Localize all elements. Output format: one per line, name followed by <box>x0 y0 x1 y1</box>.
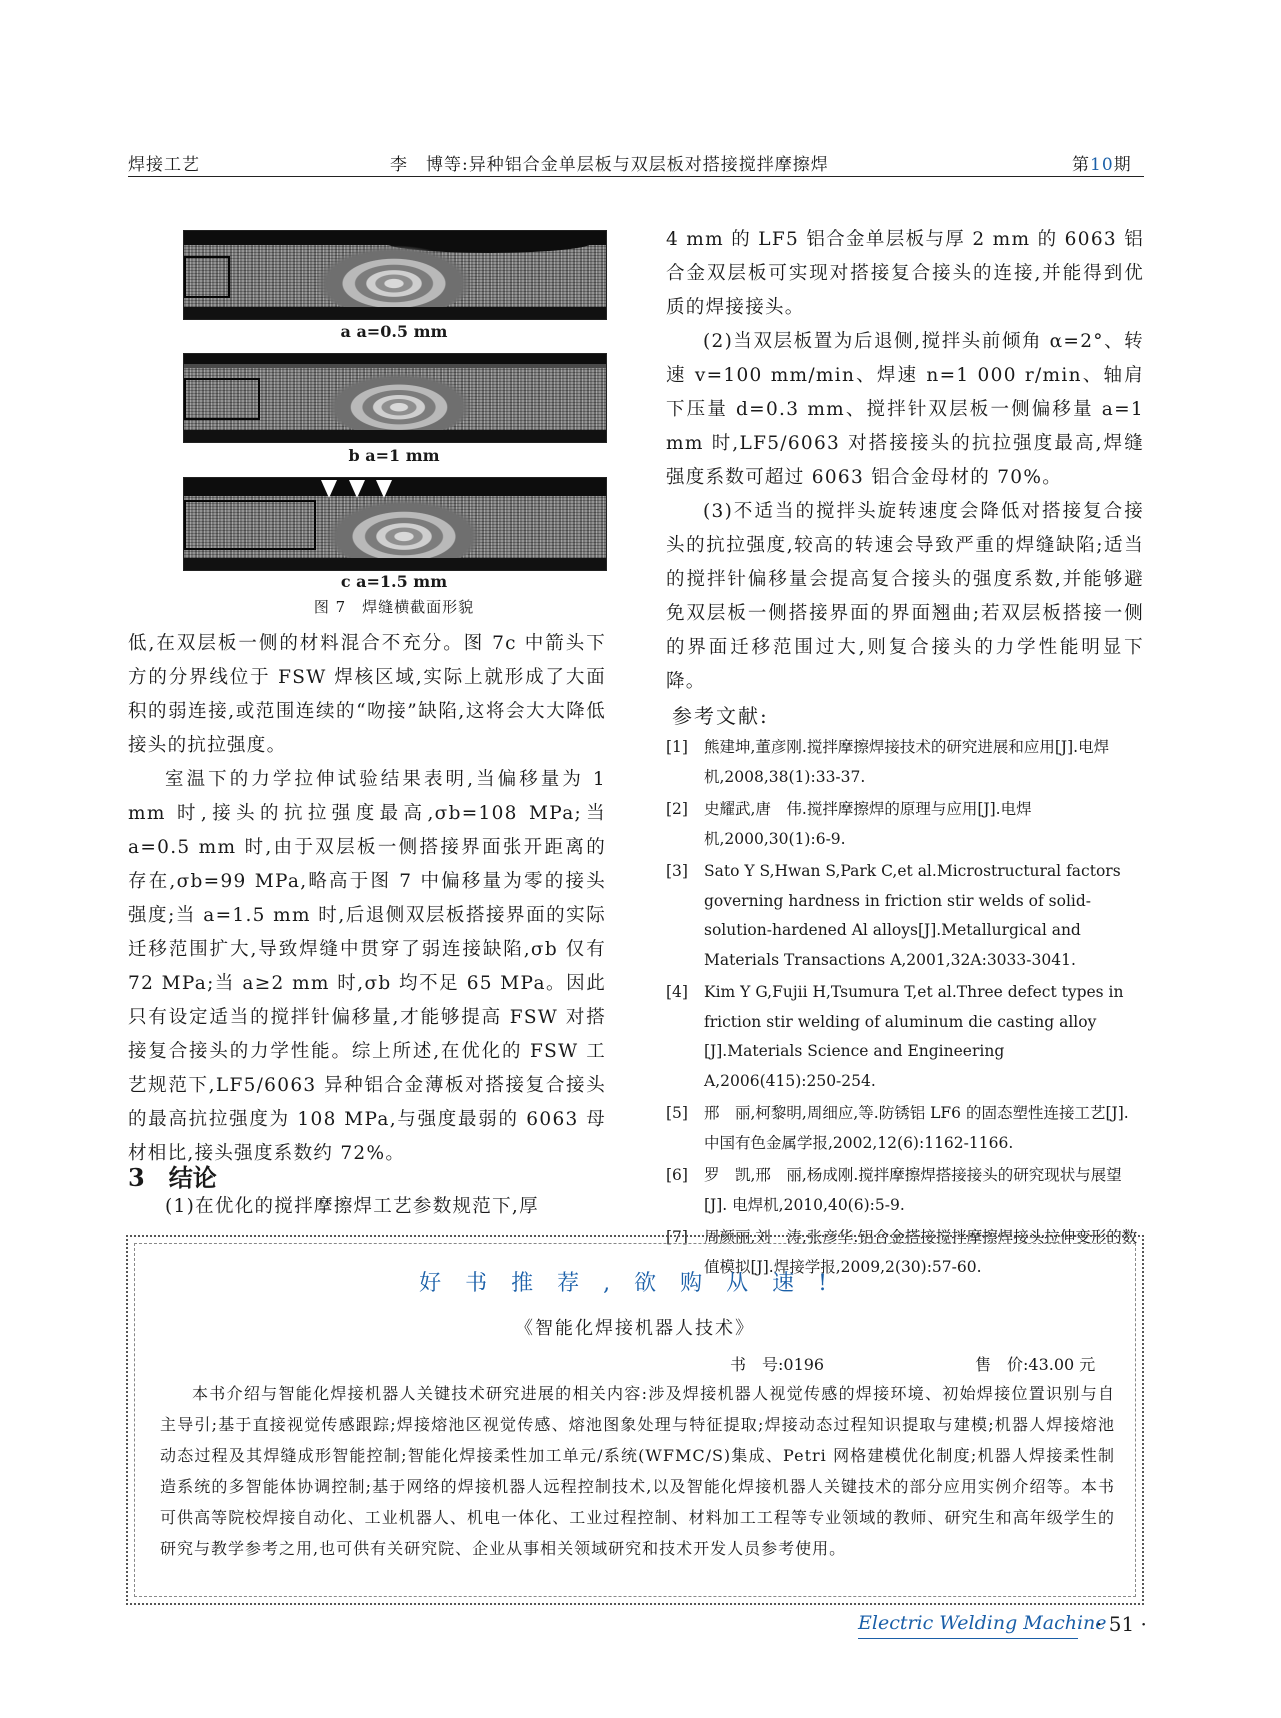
ad-book-title: 《智能化焊接机器人技术》 <box>515 1318 755 1339</box>
paragraph: 4 mm 的 LF5 铝合金单层板与厚 2 mm 的 6063 铝合金双层板可实现对搭接复合接头的连接,并能得到优质的焊接接头。 <box>666 229 1144 318</box>
section-title: 结论 <box>168 1163 217 1192</box>
reference-text: Sato Y S,Hwan S,Park C,et al.Microstructural factors governing hardness in friction stir welds of solid-solution-hardened Al alloys[J].Metallurgical and Materials Transactions A,2001,32A:3033-3041. <box>704 862 1121 969</box>
reference-number: [4] <box>666 983 688 1001</box>
subcaption-c: c a=1.5 mm <box>340 572 448 591</box>
ad-book-code: 书 号:0196 <box>730 1355 825 1374</box>
running-header-issue <box>1072 150 1132 175</box>
reference-number: [5] <box>666 1104 688 1122</box>
arrow-marker <box>376 480 392 498</box>
conclusion-start: (1)在优化的搅拌摩擦焊工艺参数规范下,厚 <box>165 1196 539 1217</box>
reference-number: [2] <box>666 800 688 818</box>
page-number: · 51 · <box>1096 1612 1147 1636</box>
arrow-marker <box>349 480 365 498</box>
micrograph-c <box>183 477 607 571</box>
paragraph: (2)当双层板置为后退侧,搅拌头前倾角 α=2°、转速 v=100 mm/min、焊速 n=1 000 r/min、轴肩下压量 d=0.3 mm、搅拌针双层板一侧偏移量 a=1 mm 时,LF5/6063 对搭接接头的抗拉强度最高,焊缝强度系数可超过 6063 铝合金母材的 70%。 <box>666 331 1144 488</box>
paragraph: 低,在双层板一侧的材料混合不充分。图 7c 中箭头下方的分界线位于 FSW 焊核区域,实际上就形成了大面积的弱连接,或范围连续的“吻接”缺陷,这将会大大降低接头的抗拉强度。 <box>128 633 606 756</box>
section-number: 3 <box>128 1163 145 1192</box>
footer-journal-name: Electric Welding Machine <box>858 1612 1107 1634</box>
reference-item <box>666 1161 1144 1220</box>
micrograph-b <box>183 353 607 443</box>
section-heading <box>128 1158 217 1193</box>
paragraph: (3)不适当的搅拌头旋转速度会降低对搭接复合接头的抗拉强度,较高的转速会导致严重的焊缝缺陷;适当的搅拌针偏移量会提高复合接头的强度系数,并能够避免双层板一侧搭接界面的界面翘曲;若双层板搭接一侧的界面迁移范围过大,则复合接头的力学性能明显下降。 <box>666 501 1144 692</box>
reference-text: 熊建坤,董彦刚.搅拌摩擦焊接技术的研究进展和应用[J].电焊机,2008,38(1):33-37. <box>704 738 1110 786</box>
reference-number: [6] <box>666 1166 688 1184</box>
header-rule <box>128 176 1144 177</box>
reference-number: [1] <box>666 738 688 756</box>
reference-list <box>666 733 1144 1285</box>
reference-text: 史耀武,唐 伟.搅拌摩擦焊的原理与应用[J].电焊机,2000,30(1):6-9. <box>704 800 1032 848</box>
left-column-text <box>128 627 606 1171</box>
ad-title: 好书推荐,欲购从速! <box>419 1271 851 1296</box>
micrograph-a <box>183 230 607 320</box>
right-column-text <box>666 223 1144 699</box>
reference-item <box>666 978 1144 1096</box>
references-heading: 参考文献: <box>672 704 769 728</box>
running-header-journal: 焊接工艺 <box>128 155 200 175</box>
issue-suffix: 期 <box>1113 155 1132 175</box>
reference-text: 邢 丽,柯黎明,周细应,等.防锈铝 LF6 的固态塑性连接工艺[J].中国有色金属学报,2002,12(6):1162-1166. <box>704 1104 1129 1152</box>
ad-description: 本书介绍与智能化焊接机器人关键技术研究进展的相关内容:涉及焊接机器人视觉传感的焊接环境、初始焊接位置识别与自主导引;基于直接视觉传感跟踪;焊接熔池区视觉传感、熔池图象处理与特征提取;焊接动态过程知识提取与建模;机器人焊接熔池动态过程及其焊缝成形智能控制;智能化焊接柔性加工单元/系统(WFMC/S)集成、Petri 网格建模优化制度;机器人焊接柔性制造系统的多智能体协调控制;基于网络的焊接机器人远程控制技术,以及智能化焊接机器人关键技术的部分应用实例介绍等。本书可供高等院校焊接自动化、工业机器人、机电一体化、工业过程控制、材料加工工程等专业领域的教师、研究生和高年级学生的研究与教学参考之用,也可供有关研究院、企业从事相关领域研究和技术开发人员参考使用。 <box>160 1384 1115 1558</box>
subcaption-a: a a=0.5 mm <box>340 322 448 341</box>
reference-text: 周颜丽,刘 涛,张彦华.铝合金搭接搅拌摩擦焊接头拉伸变形的数值模拟[J].焊接学报,2009,2(30):57-60. <box>704 1228 1138 1276</box>
reference-text: 罗 凯,邢 丽,杨成刚.搅拌摩擦焊搭接接头的研究现状与展望[J]. 电焊机,2010,40(6):5-9. <box>704 1166 1122 1214</box>
ad-book-price: 售 价:43.00 元 <box>975 1355 1096 1374</box>
footer-rule <box>858 1638 1078 1639</box>
running-header-title: 李 博等:异种铝合金单层板与双层板对搭接搅拌摩擦焊 <box>390 155 829 175</box>
reference-item <box>666 795 1144 854</box>
reference-number: [7] <box>666 1228 688 1246</box>
reference-text: Kim Y G,Fujii H,Tsumura T,et al.Three defect types in friction stir welding of aluminum die casting alloy [J].Materials Science and Engineering A,2006(415):250-254. <box>704 983 1124 1090</box>
reference-item <box>666 733 1144 792</box>
reference-number: [3] <box>666 862 688 880</box>
issue-number: 10 <box>1090 155 1114 175</box>
arrow-marker <box>321 480 337 498</box>
reference-item <box>666 1099 1144 1158</box>
figure-caption: 图 7 焊缝横截面形貌 <box>313 598 475 616</box>
issue-prefix: 第 <box>1072 155 1090 175</box>
subcaption-b: b a=1 mm <box>348 446 440 465</box>
paragraph: 室温下的力学拉伸试验结果表明,当偏移量为 1 mm 时,接头的抗拉强度最高,σb=108 MPa;当 a=0.5 mm 时,由于双层板一侧搭接界面张开距离的存在,σb=99 MPa,略高于图 7 中偏移量为零的接头强度;当 a=1.5 mm 时,后退侧双层板搭接界面的实际迁移范围扩大,导致焊缝中贯穿了弱连接缺陷,σb 仅有 72 MPa;当 a≥2 mm 时,σb 均不足 65 MPa。因此只有设定适当的搅拌针偏移量,才能够提高 FSW 对搭接复合接头的力学性能。综上所述,在优化的 FSW 工艺规范下,LF5/6063 异种铝合金薄板对搭接复合接头的最高抗拉强度为 108 MPa,与强度最弱的 6063 母材相比,接头强度系数约 72%。 <box>128 769 606 1164</box>
reference-item <box>666 857 1144 975</box>
